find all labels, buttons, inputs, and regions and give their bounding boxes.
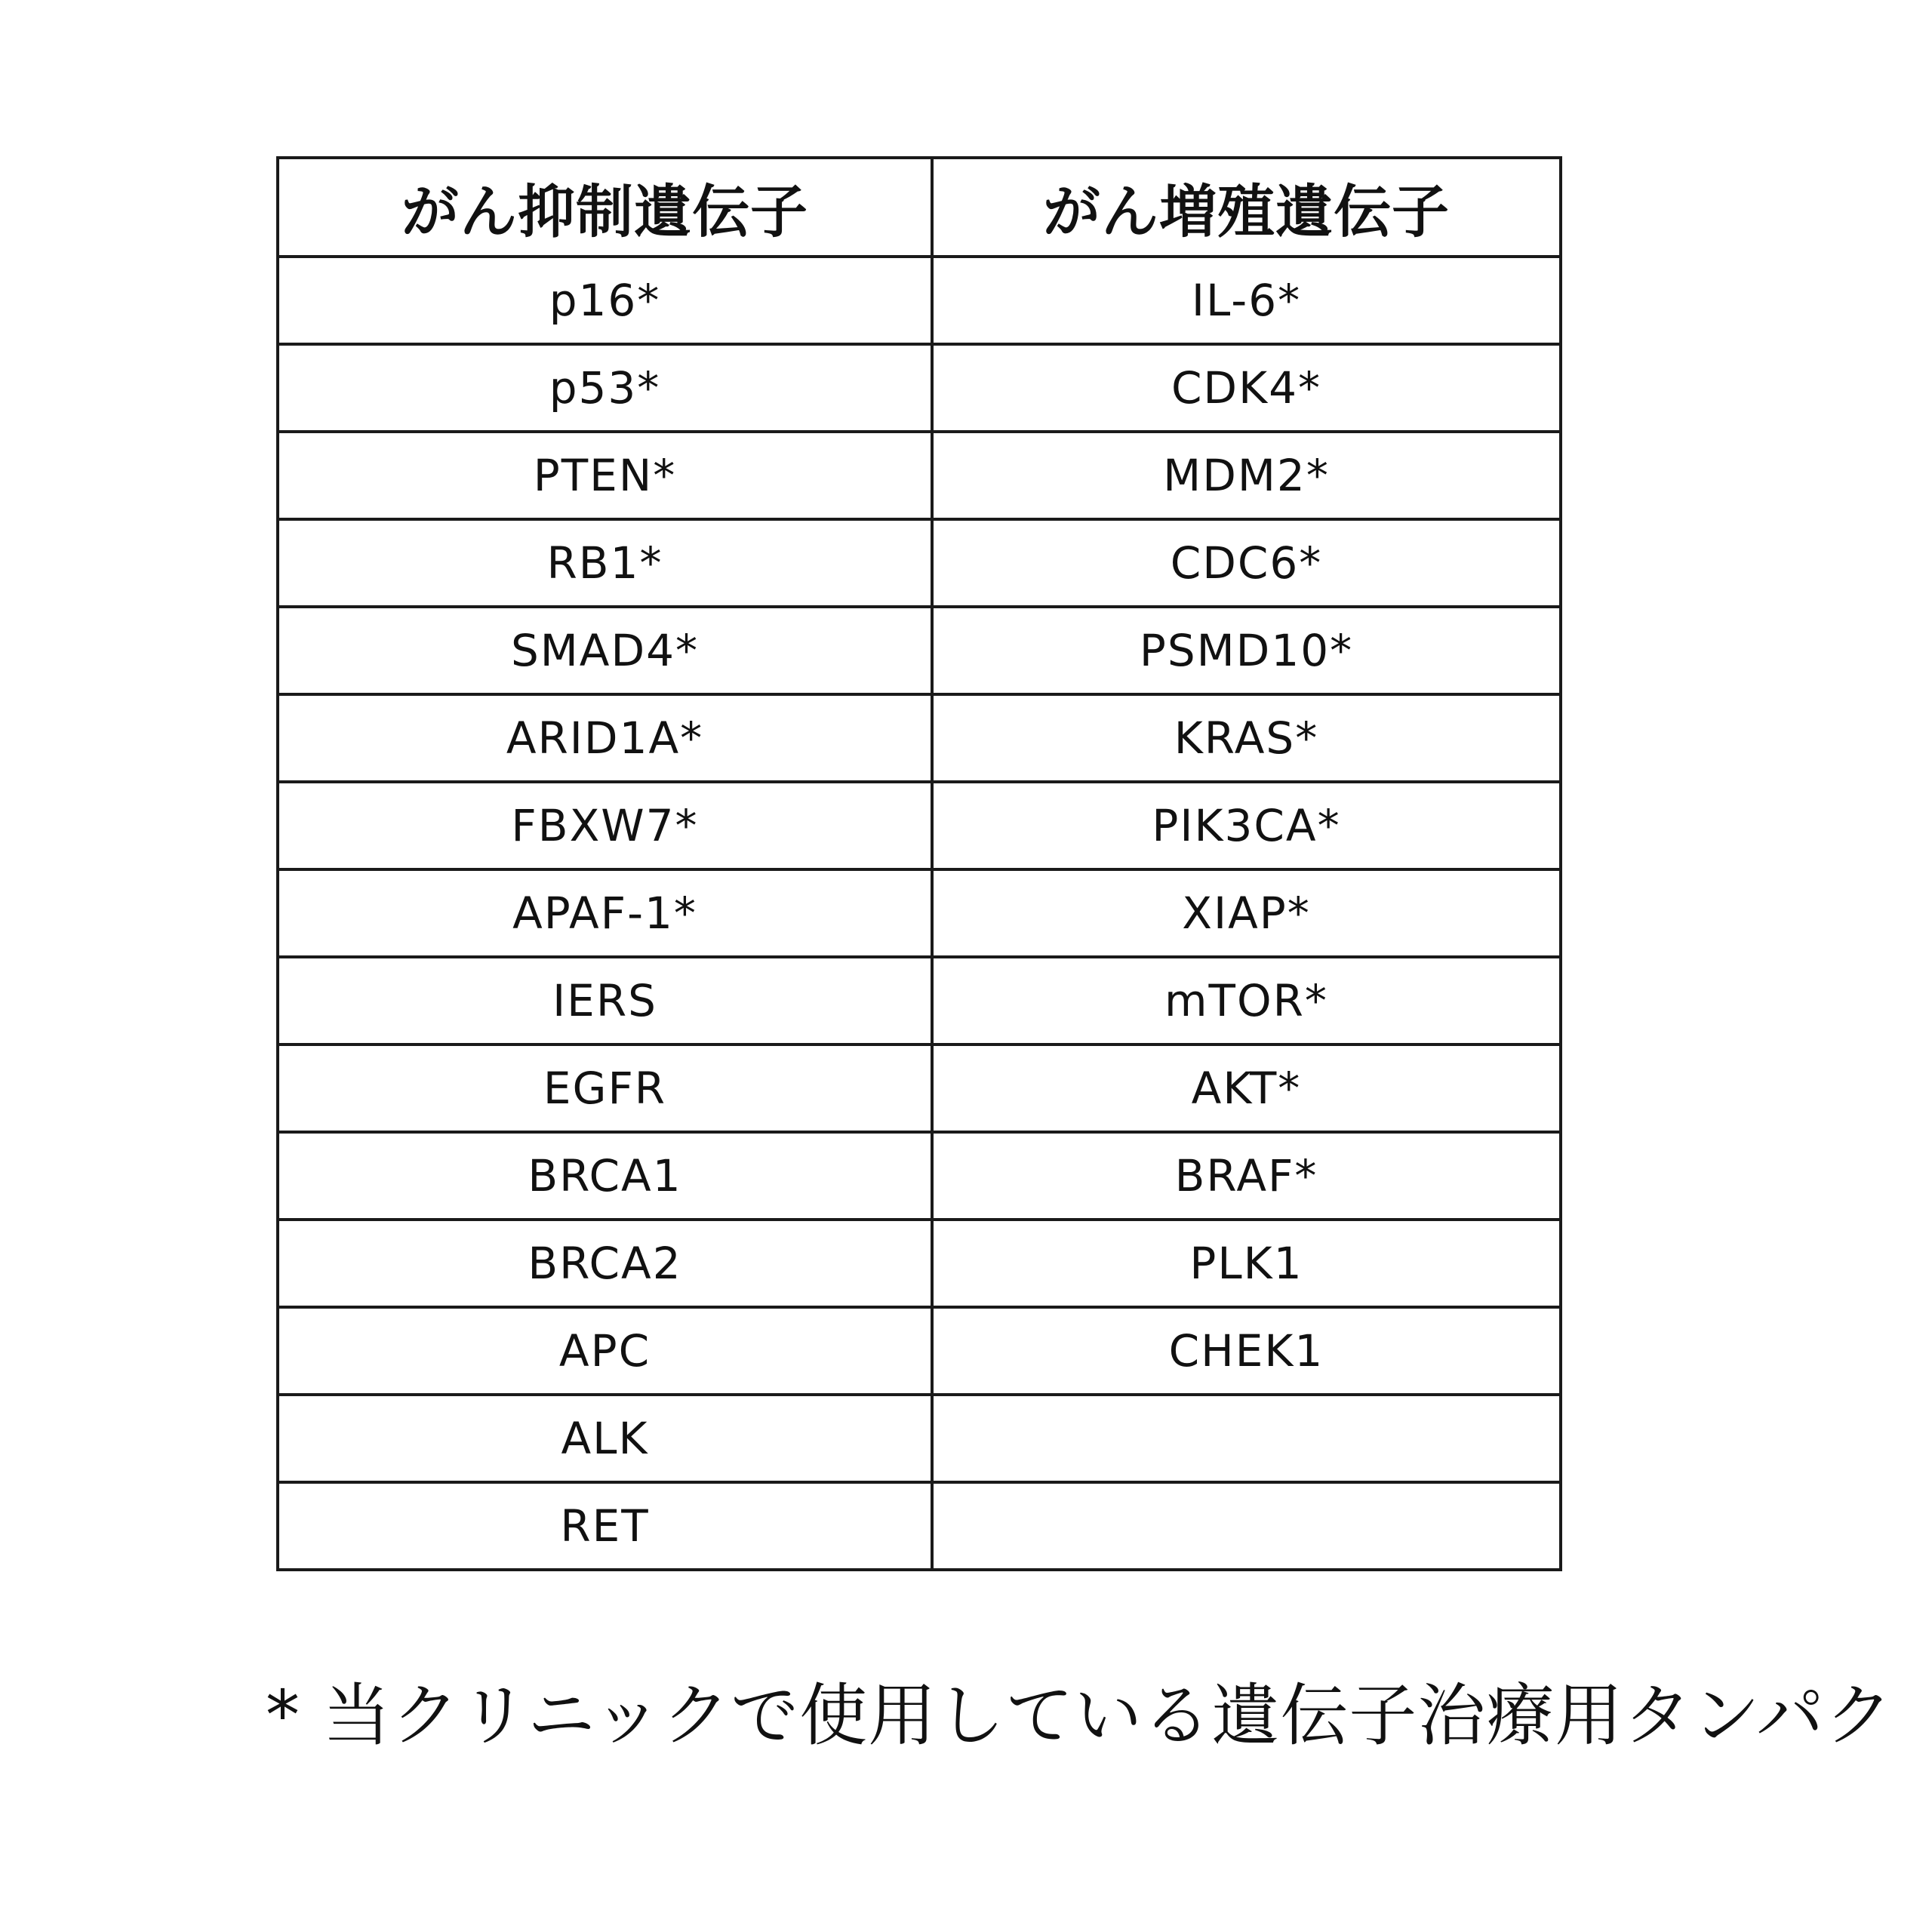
table-row [278, 344, 1561, 432]
oncogene-cell: XIAP* [932, 869, 1561, 957]
table-row [278, 869, 1561, 957]
tumor-suppressor-cell: APC [278, 1307, 932, 1395]
table-row [278, 1044, 1561, 1132]
tumor-suppressor-cell: ARID1A* [278, 694, 932, 782]
oncogene-cell: mTOR* [932, 957, 1561, 1044]
table-row [278, 1395, 1561, 1482]
oncogene-cell: MDM2* [932, 432, 1561, 519]
table-row [278, 1220, 1561, 1307]
tumor-suppressor-cell: PTEN* [278, 432, 932, 519]
tumor-suppressor-cell: ALK [278, 1395, 932, 1482]
oncogene-cell [932, 1395, 1561, 1482]
oncogene-cell: PIK3CA* [932, 782, 1561, 869]
tumor-suppressor-cell: BRCA1 [278, 1132, 932, 1220]
table-row [278, 519, 1561, 607]
oncogene-cell: CDK4* [932, 344, 1561, 432]
tumor-suppressor-cell: RB1* [278, 519, 932, 607]
table-row [278, 694, 1561, 782]
tumor-suppressor-cell: IERS [278, 957, 932, 1044]
tumor-suppressor-cell: p53* [278, 344, 932, 432]
header-oncogene: がん増殖遺伝子 [932, 158, 1561, 257]
oncogene-cell: BRAF* [932, 1132, 1561, 1220]
oncogene-cell: AKT* [932, 1044, 1561, 1132]
oncogene-cell: PLK1 [932, 1220, 1561, 1307]
tumor-suppressor-cell: SMAD4* [278, 607, 932, 694]
header-row [278, 158, 1561, 257]
table-row [278, 957, 1561, 1044]
table-row [278, 1482, 1561, 1570]
gene-table [276, 156, 1562, 1571]
tumor-suppressor-cell: EGFR [278, 1044, 932, 1132]
header-tumor-suppressor: がん抑制遺伝子 [278, 158, 932, 257]
tumor-suppressor-cell: BRCA2 [278, 1220, 932, 1307]
table-row [278, 782, 1561, 869]
table-row [278, 257, 1561, 344]
table-row [278, 607, 1561, 694]
oncogene-cell: CHEK1 [932, 1307, 1561, 1395]
oncogene-cell: PSMD10* [932, 607, 1561, 694]
oncogene-cell: KRAS* [932, 694, 1561, 782]
tumor-suppressor-cell: FBXW7* [278, 782, 932, 869]
table-row [278, 1307, 1561, 1395]
tumor-suppressor-cell: APAF-1* [278, 869, 932, 957]
tumor-suppressor-cell: p16* [278, 257, 932, 344]
tumor-suppressor-cell: RET [278, 1482, 932, 1570]
oncogene-cell [932, 1482, 1561, 1570]
table-row [278, 1132, 1561, 1220]
oncogene-cell: CDC6* [932, 519, 1561, 607]
footnote: * 当クリニックで使用している遺伝子治療用タンパク [266, 1676, 1894, 1755]
oncogene-cell: IL-6* [932, 257, 1561, 344]
table-row [278, 432, 1561, 519]
